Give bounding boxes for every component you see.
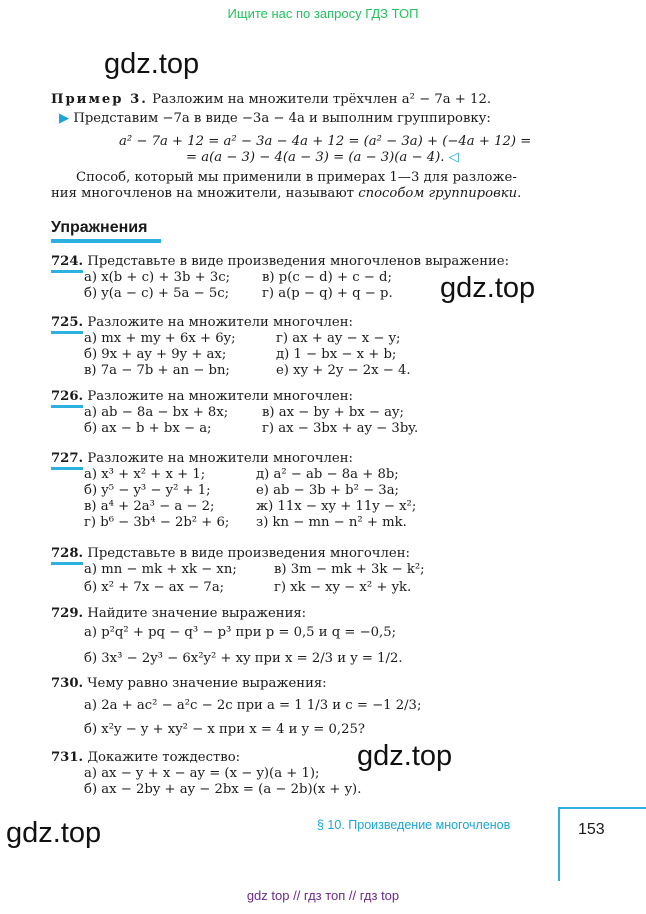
section-title: Упражнения xyxy=(51,219,148,236)
example-hint-line xyxy=(59,111,491,127)
exercise-726-c: в) ax − by + bx − ay; xyxy=(262,405,404,420)
exercise-728-c: в) 3m − mk + 3k − k²; xyxy=(274,562,425,577)
exercise-task: Разложите на множители многочлен: xyxy=(87,389,353,404)
exercise-731-title xyxy=(51,750,240,766)
exercise-number: 724. xyxy=(51,254,83,273)
exercise-728-title xyxy=(51,546,410,562)
term-grouping: способом группировки xyxy=(358,186,518,201)
page-number: 153 xyxy=(578,821,605,838)
exercise-727-b: б) y⁵ − y³ − y² + 1; xyxy=(84,483,211,498)
search-banner[interactable]: Ищите нас по запросу ГДЗ ТОП xyxy=(227,6,419,21)
exercise-task: Докажите тождество: xyxy=(87,750,241,765)
exercise-726-title xyxy=(51,389,353,405)
example-heading xyxy=(51,92,491,108)
exercise-724-b: б) y(a − c) + 5a − 5c; xyxy=(84,286,230,301)
exercise-task: Разложите на множители многочлен: xyxy=(87,451,353,466)
exercise-725-f: е) xy + 2y − 2x − 4. xyxy=(276,363,411,378)
example-note-2-end: . xyxy=(517,186,522,201)
example-label: Пример 3. xyxy=(51,92,148,107)
exercise-number: 730. xyxy=(51,676,84,691)
exercise-727-g: ж) 11x − xy + 11y − x²; xyxy=(256,499,417,514)
exercise-number: 729. xyxy=(51,606,84,621)
exercise-729-b: б) 3x³ − 2y³ − 6x²y² + xy при x = 2/3 и y = 1/2. xyxy=(84,651,403,666)
exercise-728-a: а) mn − mk + xk − xn; xyxy=(84,562,237,577)
end-marker-icon: ◁ xyxy=(448,150,459,165)
exercise-730-b: б) x²y − y + xy² − x при x = 4 и y = 0,25? xyxy=(84,722,365,737)
exercise-726-b: б) ax − b + bx − a; xyxy=(84,421,212,436)
exercise-727-e: д) a² − ab − 8a + 8b; xyxy=(256,467,399,482)
exercise-727-f: е) ab − 3b + b² − 3a; xyxy=(256,483,400,498)
exercise-727-c: в) a⁴ + 2a³ − a − 2; xyxy=(84,499,215,514)
exercise-number: 727. xyxy=(51,451,83,470)
exercise-725-b: б) 9x + ay + 9y + ax; xyxy=(84,347,227,362)
exercise-731-b: б) ax − 2by + ay − 2bx = (a − 2b)(x + y). xyxy=(84,782,362,797)
exercise-729-title xyxy=(51,606,306,622)
example-equation-2: = a(a − 3) − 4(a − 3) = (a − 3)(a − 4). xyxy=(186,150,445,165)
exercise-task: Чему равно значение выражения: xyxy=(87,676,327,691)
exercise-task: Разложите на множители многочлен: xyxy=(87,315,353,330)
exercise-727-title xyxy=(51,451,353,467)
exercise-number: 731. xyxy=(51,750,84,765)
exercise-724-d: г) a(p − q) + q − p. xyxy=(262,286,393,301)
exercise-729-a: а) p²q² + pq − q³ − p³ при p = 0,5 и q = −0,5; xyxy=(84,625,397,640)
example-note-2-line xyxy=(51,186,521,202)
play-marker-icon: ▶ xyxy=(59,111,70,126)
exercise-task: Найдите значение выражения: xyxy=(87,606,307,621)
watermark: gdz.top xyxy=(440,272,536,304)
exercise-724-a: а) x(b + c) + 3b + 3c; xyxy=(84,270,231,285)
exercise-728-b: б) x² + 7x − ax − 7a; xyxy=(84,580,225,595)
watermark: gdz.top xyxy=(357,740,453,772)
exercise-730-a: а) 2a + ac² − a²c − 2c при a = 1 1/3 и c = −1 2/3; xyxy=(84,698,422,713)
footer-rule-vertical xyxy=(558,807,560,881)
section-title-underline xyxy=(51,239,161,243)
exercise-724-c: в) p(c − d) + c − d; xyxy=(262,270,392,285)
exercise-726-a: а) ab − 8a − bx + 8x; xyxy=(84,405,229,420)
footer-rule xyxy=(558,807,646,809)
example-equation-1: a² − 7a + 12 = a² − 3a − 4a + 12 = (a² − 3a) + (−4a + 12) = xyxy=(119,134,532,149)
chapter-title: § 10. Произведение многочленов xyxy=(317,818,511,832)
bottom-links[interactable]: gdz top // гдз топ // гдз top xyxy=(246,888,400,903)
exercise-727-d: г) b⁶ − 3b⁴ − 2b² + 6; xyxy=(84,515,230,530)
exercise-number: 726. xyxy=(51,389,83,408)
exercise-number: 728. xyxy=(51,546,83,565)
example-equation-2-line xyxy=(186,150,459,166)
watermark: gdz.top xyxy=(104,48,200,80)
example-hint: Представим −7a в виде −3a − 4a и выполним группировку: xyxy=(73,111,491,126)
exercise-728-d: г) xk − xy − x² + yk. xyxy=(274,580,412,595)
example-text: Разложим на множители трёхчлен a² − 7a + 12. xyxy=(152,92,492,107)
exercise-727-a: а) x³ + x² + x + 1; xyxy=(84,467,206,482)
exercise-724-title xyxy=(51,254,509,270)
exercise-task: Представьте в виде произведения многочленов выражение: xyxy=(87,254,510,269)
exercise-726-d: г) ax − 3bx + ay − 3by. xyxy=(262,421,419,436)
exercise-725-e: д) 1 − bx − x + b; xyxy=(276,347,397,362)
watermark: gdz.top xyxy=(6,817,102,849)
exercise-725-title xyxy=(51,315,353,331)
exercise-730-title xyxy=(51,676,327,692)
exercise-731-a: а) ax − y + x − ay = (x − y)(a + 1); xyxy=(84,766,320,781)
exercise-number: 725. xyxy=(51,315,83,334)
example-note-2: ния многочленов на множители, называют xyxy=(51,186,354,201)
example-note-1: Способ, который мы применили в примерах 1—3 для разложе- xyxy=(76,170,517,185)
exercise-725-c: в) 7a − 7b + an − bn; xyxy=(84,363,230,378)
exercise-727-h: з) kn − mn − n² + mk. xyxy=(256,515,407,530)
exercise-725-a: а) mx + my + 6x + 6y; xyxy=(84,331,236,346)
exercise-725-d: г) ax + ay − x − y; xyxy=(276,331,401,346)
exercise-task: Представьте в виде произведения многочлен: xyxy=(87,546,410,561)
